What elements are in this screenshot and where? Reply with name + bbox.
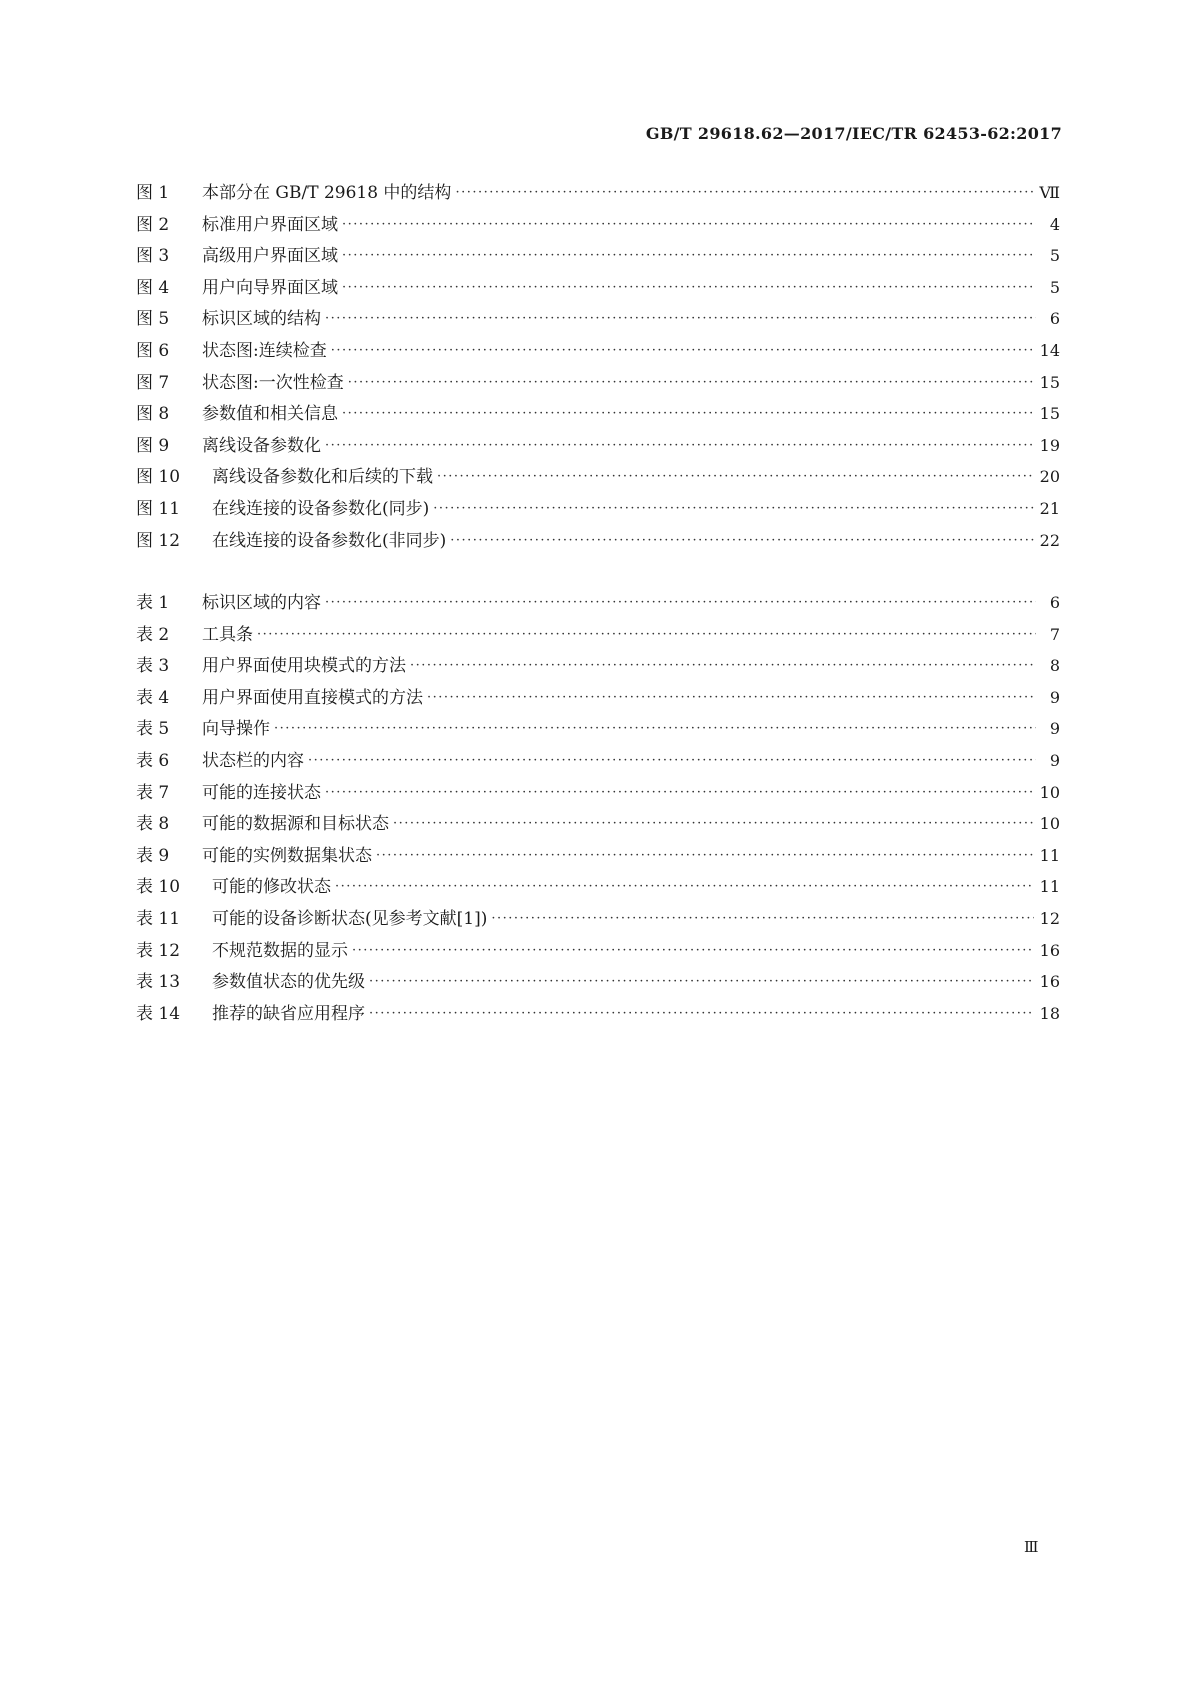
toc-entry-label: 图 3 <box>136 246 170 267</box>
toc-entry-table-1[interactable] <box>136 588 1060 620</box>
toc-entry-label: 表 12 <box>136 940 181 961</box>
toc-leader-dots <box>325 311 1036 326</box>
toc-entry-page: 6 <box>1049 593 1060 612</box>
toc-entry-label: 表 13 <box>136 972 181 993</box>
toc-leader-dots <box>352 943 1034 958</box>
toc-entry-figure-1[interactable] <box>136 178 1060 210</box>
toc-entry-page: 15 <box>1039 372 1060 392</box>
toc-leader-dots <box>342 248 1036 263</box>
toc-entry-label: 表 14 <box>136 1003 181 1024</box>
toc-entry-title: 标识区域的内容 <box>202 593 321 613</box>
toc-entry-figure-10[interactable] <box>136 462 1060 494</box>
toc-entry-title: 本部分在 GB/T 29618 中的结构 <box>202 183 452 203</box>
toc-entry-title: 可能的连接状态 <box>202 782 321 803</box>
toc-entry-page: 8 <box>1049 656 1060 676</box>
toc-entry-label: 图 5 <box>136 309 170 330</box>
toc-entry-table-13[interactable] <box>136 967 1060 999</box>
toc-entry-page: 10 <box>1039 782 1060 802</box>
toc-entry-figure-6[interactable] <box>136 336 1060 368</box>
toc-entry-title: 推荐的缺省应用程序 <box>212 1003 365 1024</box>
toc-entry-page: 22 <box>1039 530 1060 550</box>
toc-leader-dots <box>342 280 1036 295</box>
toc-entry-figure-2[interactable] <box>136 210 1060 242</box>
toc-entry-label: 表 7 <box>136 782 170 803</box>
toc-entry-page: 11 <box>1039 845 1060 865</box>
toc-entry-page: 16 <box>1039 972 1060 992</box>
toc-entry-label: 图 4 <box>136 277 170 298</box>
toc-entry-page: 5 <box>1049 277 1060 297</box>
standard-number-header: GB/T 29618.62—2017/IEC/TR 62453-62:2017 <box>645 124 1062 143</box>
toc-entry-label: 表 6 <box>136 750 170 771</box>
toc-entry-table-9[interactable] <box>136 841 1060 873</box>
toc-entry-label: 表 2 <box>136 624 170 645</box>
toc-entry-table-7[interactable] <box>136 778 1060 810</box>
toc-entry-page: 9 <box>1049 719 1060 739</box>
toc-entry-label: 表 10 <box>136 877 181 898</box>
toc-entry-figure-8[interactable] <box>136 399 1060 431</box>
toc-entry-label: 图 9 <box>136 435 170 456</box>
toc-entry-table-3[interactable] <box>136 651 1060 683</box>
list-of-tables <box>136 588 1060 1030</box>
toc-entry-label: 图 7 <box>136 372 170 393</box>
toc-leader-dots <box>369 974 1034 989</box>
toc-entry-table-12[interactable] <box>136 936 1060 968</box>
toc-entry-label: 表 8 <box>136 814 170 835</box>
toc-leader-dots <box>369 1006 1034 1021</box>
toc-entry-label: 图 2 <box>136 214 170 235</box>
toc-leader-dots <box>410 658 1036 673</box>
toc-entry-figure-11[interactable] <box>136 494 1060 526</box>
toc-leader-dots <box>325 438 1034 453</box>
toc-entry-label: 表 1 <box>136 593 170 613</box>
toc-entry-title: 用户界面使用直接模式的方法 <box>202 687 423 708</box>
toc-entry-table-11[interactable] <box>136 904 1060 936</box>
toc-entry-title: 离线设备参数化 <box>202 435 321 456</box>
toc-entry-title: 参数值和相关信息 <box>202 404 338 425</box>
toc-leader-dots <box>308 753 1036 768</box>
toc-entry-label: 表 4 <box>136 687 170 708</box>
toc-entry-page: 16 <box>1039 940 1060 960</box>
toc-entry-page: 11 <box>1039 877 1060 897</box>
toc-entry-page: 9 <box>1049 750 1060 770</box>
toc-entry-title: 用户向导界面区域 <box>202 277 338 298</box>
list-of-figures <box>136 178 1060 557</box>
toc-entry-title: 标识区域的结构 <box>202 309 321 330</box>
toc-leader-dots <box>331 343 1034 358</box>
toc-entry-page: 4 <box>1049 214 1060 234</box>
toc-entry-title: 不规范数据的显示 <box>212 940 348 961</box>
toc-entry-label: 表 3 <box>136 656 170 677</box>
toc-entry-table-14[interactable] <box>136 999 1060 1031</box>
toc-leader-dots <box>455 185 1033 200</box>
toc-entry-title: 可能的实例数据集状态 <box>202 845 372 866</box>
toc-entry-page: 21 <box>1039 498 1060 518</box>
toc-entry-page: Ⅶ <box>1039 183 1060 202</box>
toc-entry-title: 状态栏的内容 <box>202 750 304 771</box>
toc-entry-title: 标准用户界面区域 <box>202 214 338 235</box>
toc-entry-page: 20 <box>1039 467 1060 487</box>
toc-entry-page: 19 <box>1039 435 1060 455</box>
toc-entry-page: 9 <box>1049 687 1060 707</box>
toc-entry-page: 6 <box>1049 309 1060 329</box>
toc-entry-figure-7[interactable] <box>136 368 1060 400</box>
toc-entry-table-6[interactable] <box>136 746 1060 778</box>
toc-entry-page: 18 <box>1039 1003 1060 1023</box>
toc-entry-title: 参数值状态的优先级 <box>212 972 365 993</box>
toc-entry-page: 7 <box>1049 624 1060 644</box>
toc-leader-dots <box>491 911 1033 926</box>
toc-entry-title: 用户界面使用块模式的方法 <box>202 656 406 677</box>
toc-entry-figure-3[interactable] <box>136 241 1060 273</box>
toc-entry-label: 表 9 <box>136 845 170 866</box>
toc-entry-figure-4[interactable] <box>136 273 1060 305</box>
toc-entry-page: 10 <box>1039 814 1060 834</box>
toc-entry-label: 图 11 <box>136 498 181 519</box>
toc-entry-title: 离线设备参数化和后续的下载 <box>212 467 433 488</box>
toc-entry-table-8[interactable] <box>136 809 1060 841</box>
toc-leader-dots <box>427 690 1036 705</box>
toc-leader-dots <box>342 406 1034 421</box>
toc-entry-label: 图 6 <box>136 340 170 361</box>
toc-leader-dots <box>325 595 1036 610</box>
toc-entry-title: 可能的修改状态 <box>212 877 331 898</box>
toc-entry-label: 图 8 <box>136 404 170 425</box>
toc-leader-dots <box>342 217 1036 232</box>
toc-entry-title: 状态图:一次性检查 <box>202 372 344 393</box>
toc-leader-dots <box>376 848 1034 863</box>
toc-entry-title: 向导操作 <box>202 719 270 740</box>
toc-leader-dots <box>325 785 1034 800</box>
toc-entry-title: 高级用户界面区域 <box>202 246 338 267</box>
toc-entry-label: 表 5 <box>136 719 170 740</box>
toc-entry-page: 5 <box>1049 246 1060 266</box>
toc-entry-page: 12 <box>1039 908 1060 928</box>
toc-entry-page: 15 <box>1039 404 1060 424</box>
toc-entry-title: 在线连接的设备参数化(同步) <box>212 498 430 519</box>
toc-entry-figure-9[interactable] <box>136 431 1060 463</box>
toc-entry-title: 可能的数据源和目标状态 <box>202 814 389 835</box>
toc-leader-dots <box>335 879 1034 894</box>
toc-leader-dots <box>450 533 1033 548</box>
toc-leader-dots <box>393 816 1034 831</box>
toc-entry-title: 工具条 <box>202 624 253 645</box>
toc-entry-page: 14 <box>1039 340 1060 360</box>
toc-entry-title: 状态图:连续检查 <box>202 340 327 361</box>
toc-entry-figure-12[interactable] <box>136 526 1060 558</box>
toc-entry-figure-5[interactable] <box>136 304 1060 336</box>
toc-entry-table-5[interactable] <box>136 714 1060 746</box>
toc-entry-title: 可能的设备诊断状态(见参考文献[1]) <box>212 908 488 929</box>
toc-leader-dots <box>274 721 1036 736</box>
toc-entry-label: 图 12 <box>136 530 181 551</box>
toc-leader-dots <box>433 501 1033 516</box>
toc-leader-dots <box>348 375 1034 390</box>
toc-leader-dots <box>257 627 1036 642</box>
toc-leader-dots <box>437 469 1034 484</box>
toc-entry-table-10[interactable] <box>136 872 1060 904</box>
toc-entry-table-2[interactable] <box>136 620 1060 652</box>
toc-entry-label: 表 11 <box>136 908 181 929</box>
toc-entry-label: 图 1 <box>136 183 170 203</box>
toc-entry-label: 图 10 <box>136 467 181 488</box>
toc-entry-table-4[interactable] <box>136 683 1060 715</box>
page-number: Ⅲ <box>1024 1538 1039 1556</box>
toc-entry-title: 在线连接的设备参数化(非同步) <box>212 530 447 551</box>
